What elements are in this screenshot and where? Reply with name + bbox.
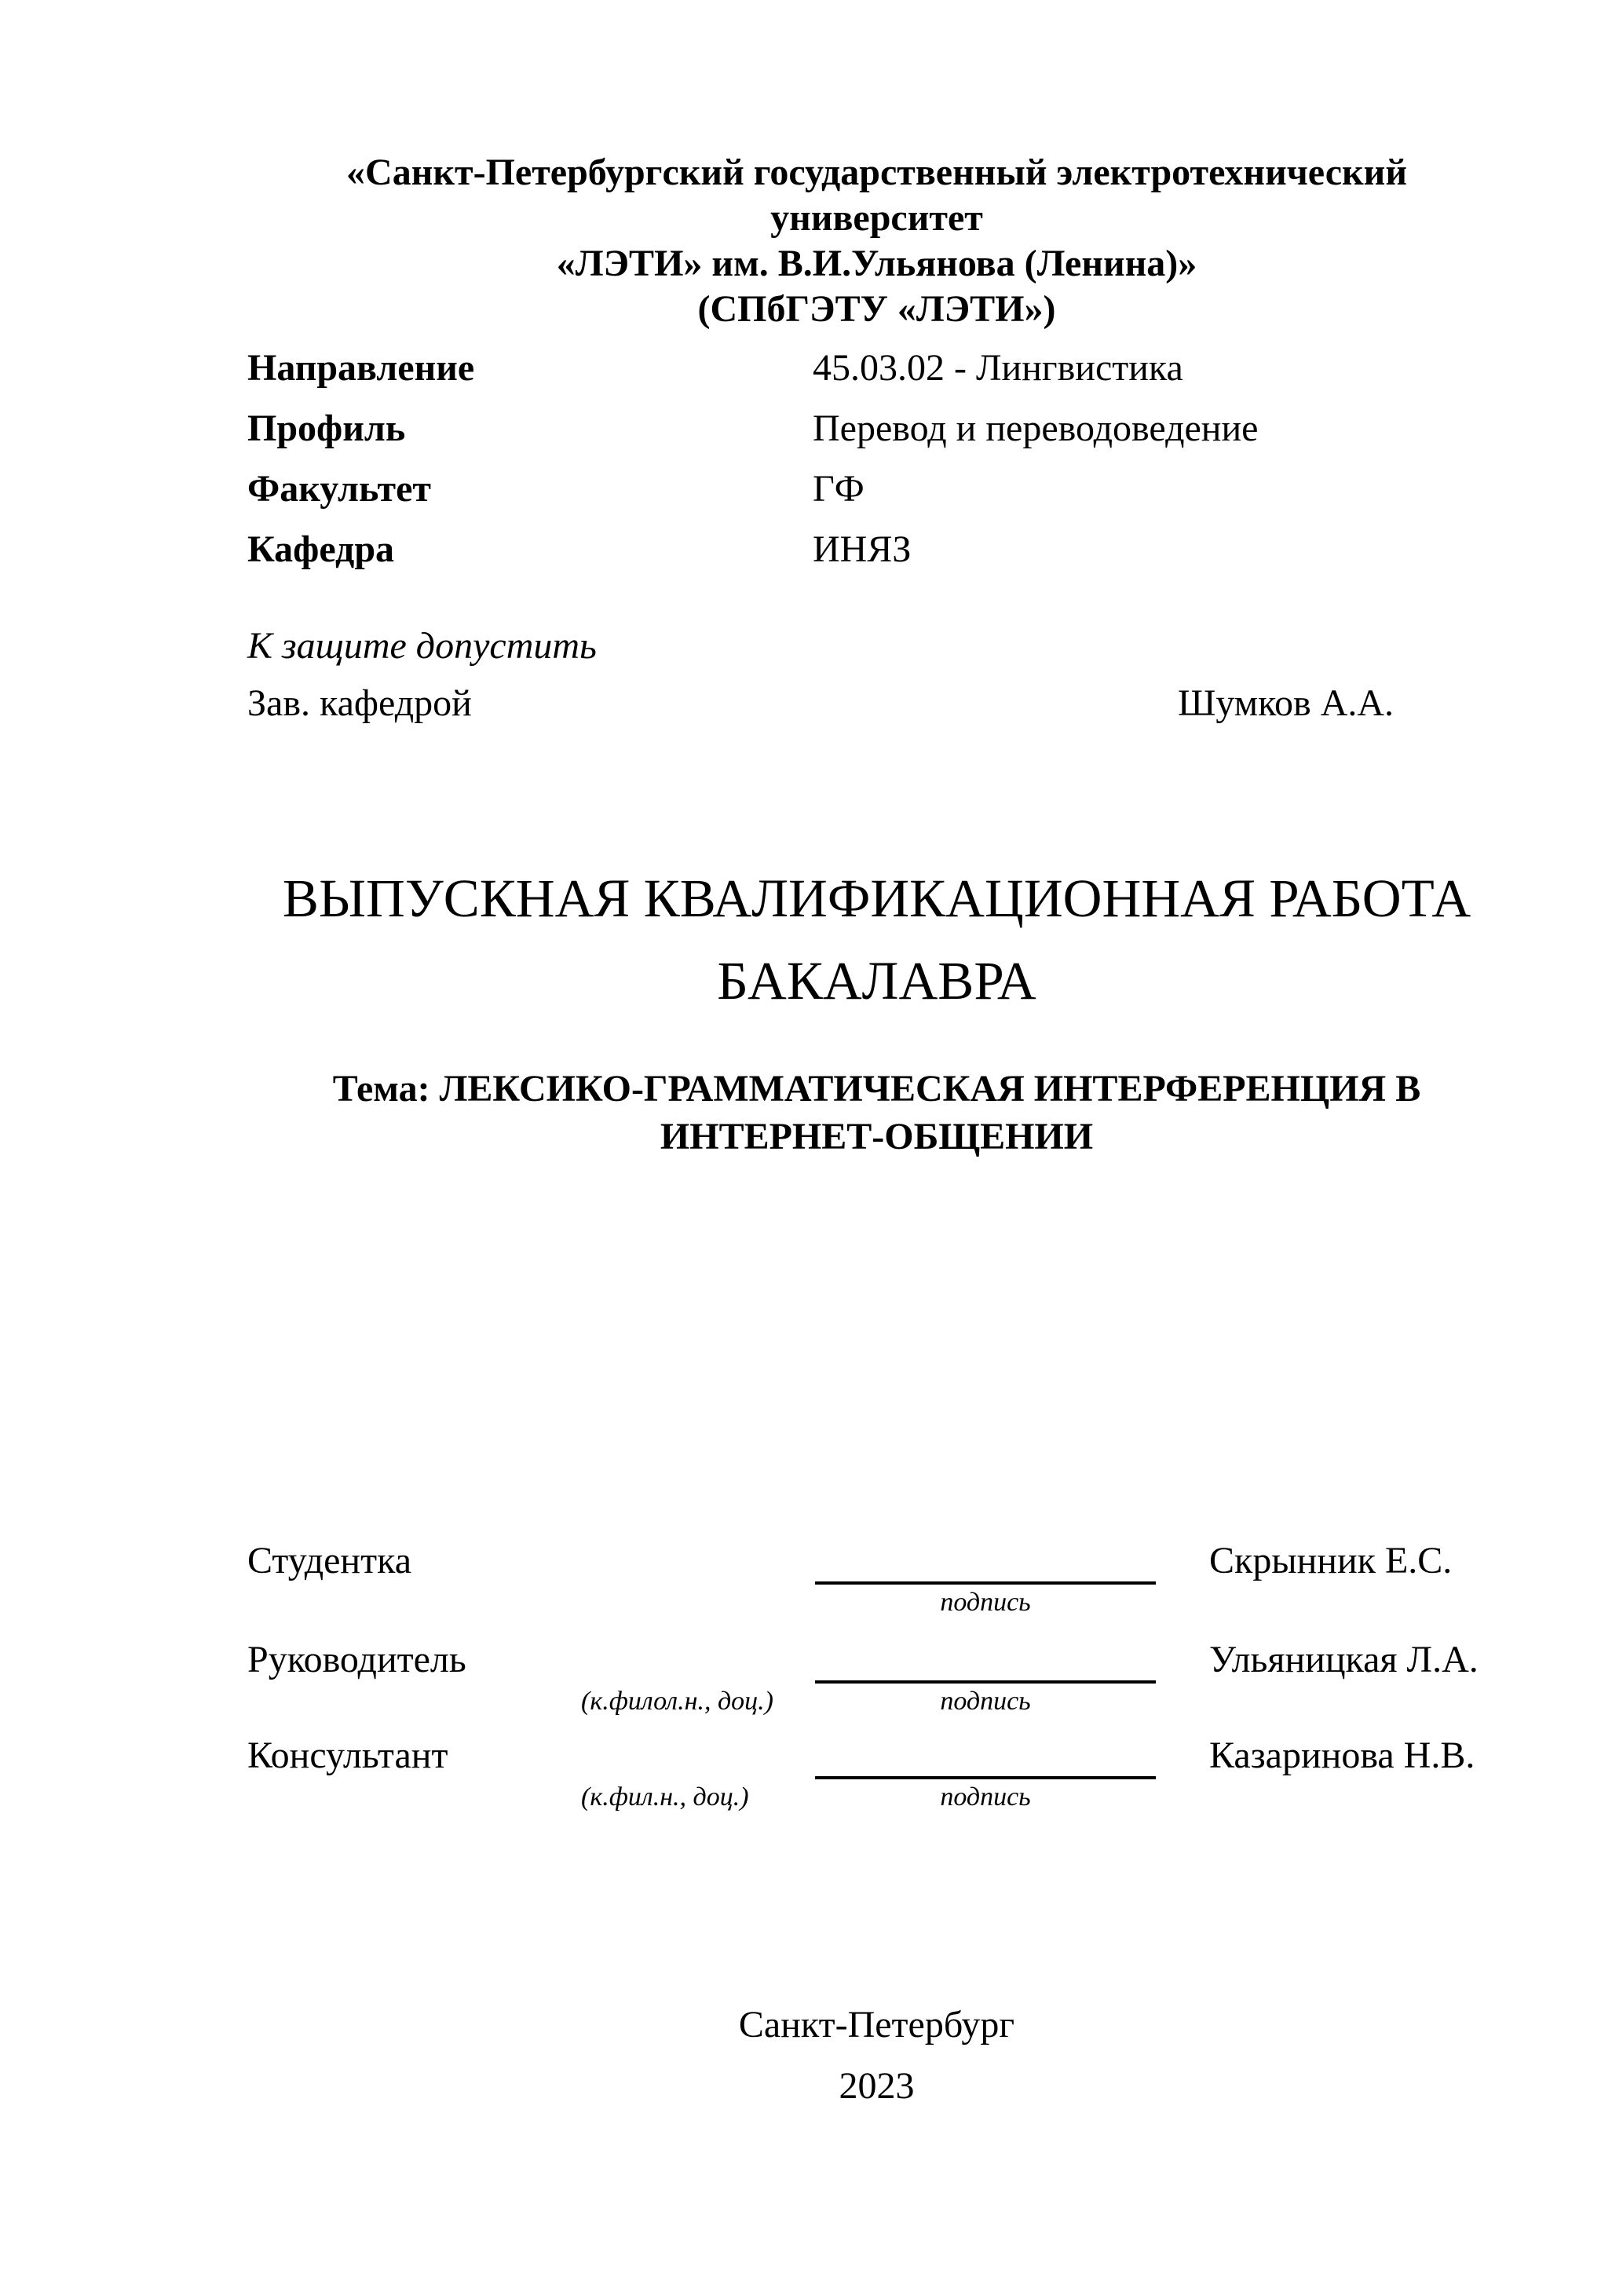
signature-name: Ульяницкая Л.А. xyxy=(1209,1639,1479,1680)
signature-caption: подпись xyxy=(940,1588,1031,1617)
field-row-profile xyxy=(247,398,1506,459)
university-name-line2: «ЛЭТИ» им. В.И.Ульянова (Ленина)» xyxy=(556,243,1197,284)
signature-line xyxy=(815,1581,1156,1585)
admission-note: К защите допустить xyxy=(247,625,597,667)
footer-year: 2023 xyxy=(839,2065,915,2107)
field-label: Направление xyxy=(247,347,475,389)
field-label: Кафедра xyxy=(247,528,395,570)
thesis-topic-line2: ИНТЕРНЕТ-ОБЩЕНИИ xyxy=(660,1116,1094,1157)
field-label: Профиль xyxy=(247,408,406,449)
field-row-department xyxy=(247,519,1506,579)
thesis-topic xyxy=(247,1065,1506,1161)
field-row-faculty xyxy=(247,459,1506,519)
signature-qualifications: (к.филол.н., доц.) xyxy=(581,1687,773,1716)
signature-role: Студентка xyxy=(247,1540,411,1581)
thesis-topic-line1: Тема: ЛЕКСИКО-ГРАММАТИЧЕСКАЯ ИНТЕРФЕРЕНЦИЯ В xyxy=(332,1068,1421,1110)
signature-caption: подпись xyxy=(940,1687,1031,1716)
field-label: Факультет xyxy=(247,468,431,510)
department-head-label: Зав. кафедрой xyxy=(247,682,472,724)
page-footer xyxy=(247,1994,1506,2117)
field-row-direction xyxy=(247,338,1506,398)
signature-name: Казаринова Н.В. xyxy=(1209,1735,1475,1776)
university-name-line1: «Санкт-Петербургский государственный электротехнический университет xyxy=(346,152,1407,239)
department-head-name: Шумков А.А. xyxy=(1178,682,1395,724)
signature-name: Скрынник Е.С. xyxy=(1209,1540,1453,1581)
thesis-title-line2: БАКАЛАВРА xyxy=(717,951,1036,1011)
signature-role: Руководитель xyxy=(247,1639,466,1680)
footer-city: Санкт-Петербург xyxy=(738,2004,1015,2046)
university-header xyxy=(247,150,1506,332)
program-fields xyxy=(247,338,1506,579)
signature-line xyxy=(815,1776,1156,1779)
university-abbreviation: (СПбГЭТУ «ЛЭТИ») xyxy=(697,288,1056,330)
field-value: ГФ xyxy=(813,468,865,510)
signature-role: Консультант xyxy=(247,1735,448,1776)
signature-line xyxy=(815,1680,1156,1684)
signature-row-student xyxy=(247,1537,1506,1632)
page-content xyxy=(247,0,1506,2296)
signature-caption: подпись xyxy=(940,1782,1031,1812)
signature-qualifications: (к.фил.н., доц.) xyxy=(581,1782,749,1812)
department-head-row xyxy=(247,681,1506,726)
thesis-title xyxy=(247,857,1506,1022)
field-value: ИНЯЗ xyxy=(813,528,912,570)
field-value: 45.03.02 - Лингвистика xyxy=(813,347,1183,389)
signature-row-consultant xyxy=(247,1732,1506,1826)
thesis-title-line1: ВЫПУСКНАЯ КВАЛИФИКАЦИОННАЯ РАБОТА xyxy=(282,868,1471,928)
field-value: Перевод и переводоведение xyxy=(813,408,1259,449)
signature-row-supervisor xyxy=(247,1636,1506,1731)
